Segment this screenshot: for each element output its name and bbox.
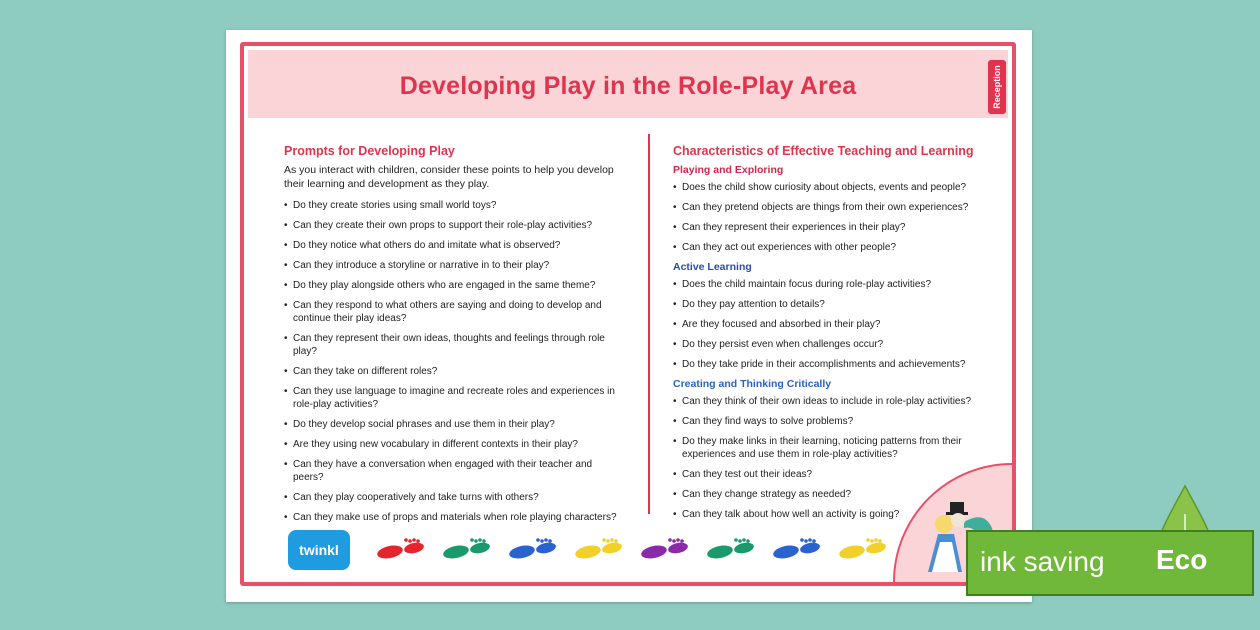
list-item: • Does the child maintain focus during role-play activities? — [673, 278, 993, 291]
list-item: • Are they using new vocabulary in different contexts in their play? — [284, 438, 624, 451]
footprints-svg — [288, 530, 888, 570]
footprint-icon — [838, 538, 887, 560]
list-item: • Do they persist even when challenges occur? — [673, 338, 993, 351]
list-item: • Can they create their own props to support their role-play activities? — [284, 219, 624, 232]
reception-tag-label: Reception — [992, 65, 1002, 109]
sheet-frame — [240, 42, 1016, 586]
group-title: Active Learning — [673, 261, 752, 273]
list-item: • Can they use language to imagine and recreate roles and experiences in role-play activities? — [284, 385, 624, 411]
eco-text: ink saving — [980, 546, 1105, 577]
list-item: • Can they play cooperatively and take turns with others? — [284, 491, 624, 504]
group-title: Playing and Exploring — [673, 164, 784, 176]
active-learning-group — [673, 261, 993, 371]
list-item: • Can they represent their experiences in their play? — [673, 221, 993, 234]
footprint-icon — [772, 538, 821, 560]
eco-badge — [966, 484, 1254, 598]
list-item: • Can they find ways to solve problems? — [673, 415, 993, 428]
page-title: Developing Play in the Role-Play Area — [399, 72, 857, 100]
list-item: • Do they take pride in their accomplishments and achievements? — [673, 358, 993, 371]
group-list — [673, 278, 993, 371]
list-item: • Can they test out their ideas? — [673, 468, 993, 481]
footprint-icon — [442, 538, 491, 560]
list-item: • Can they take on different roles? — [284, 365, 624, 378]
list-item: • Do they develop social phrases and use them in their play? — [284, 418, 624, 431]
list-item: • Can they change strategy as needed? — [673, 488, 993, 501]
resource-sheet — [226, 30, 1032, 602]
footprint-icon — [640, 538, 689, 560]
list-item: • Can they make use of props and materials when role playing characters? — [284, 511, 624, 524]
footprints-row — [288, 530, 888, 570]
reception-tag — [988, 60, 1006, 114]
list-item: • Do they make links in their learning, noticing patterns from their experiences and use them in role-play activities? — [673, 435, 993, 461]
footprint-icon — [376, 538, 425, 560]
group-list — [673, 181, 993, 254]
prompts-column — [284, 144, 624, 531]
footprint-icon — [508, 538, 557, 560]
prompts-list — [284, 199, 624, 524]
list-item: • Can they respond to what others are saying and doing to develop and continue their play ideas? — [284, 299, 624, 325]
list-item: • Can they act out experiences with other people? — [673, 241, 993, 254]
list-item: • Do they play alongside others who are engaged in the same theme? — [284, 279, 624, 292]
playing-exploring-group — [673, 164, 993, 254]
title-band — [248, 50, 1008, 118]
eco-word: Eco — [1156, 544, 1208, 575]
list-item: • Do they notice what others do and imitate what is observed? — [284, 239, 624, 252]
list-item: • Can they have a conversation when engaged with their teacher and peers? — [284, 458, 624, 484]
list-item: • Can they think of their own ideas to include in role-play activities? — [673, 395, 993, 408]
eco-bar — [966, 530, 1254, 596]
prompts-heading: Prompts for Developing Play — [284, 144, 455, 158]
list-item: • Can they represent their own ideas, thoughts and feelings through role play? — [284, 332, 624, 358]
group-title: Creating and Thinking Critically — [673, 378, 832, 390]
list-item: • Can they talk about how well an activity is going? — [673, 508, 993, 521]
footprint-icon — [706, 538, 755, 560]
column-divider — [648, 134, 650, 514]
list-item: • Do they pay attention to details? — [673, 298, 993, 311]
list-item: • Can they introduce a storyline or narrative in to their play? — [284, 259, 624, 272]
characteristics-heading: Characteristics of Effective Teaching and Learning — [673, 144, 974, 158]
footprint-icon — [574, 538, 623, 560]
list-item: • Does the child show curiosity about objects, events and people? — [673, 181, 993, 194]
list-item: • Can they pretend objects are things from their own experiences? — [673, 201, 993, 214]
list-item: • Do they create stories using small world toys? — [284, 199, 624, 212]
list-item: • Are they focused and absorbed in their play? — [673, 318, 993, 331]
twinkl-logo-text: twinkl — [299, 542, 339, 558]
prompts-intro: As you interact with children, consider these points to help you develop their learning and development as they play. — [284, 164, 614, 190]
